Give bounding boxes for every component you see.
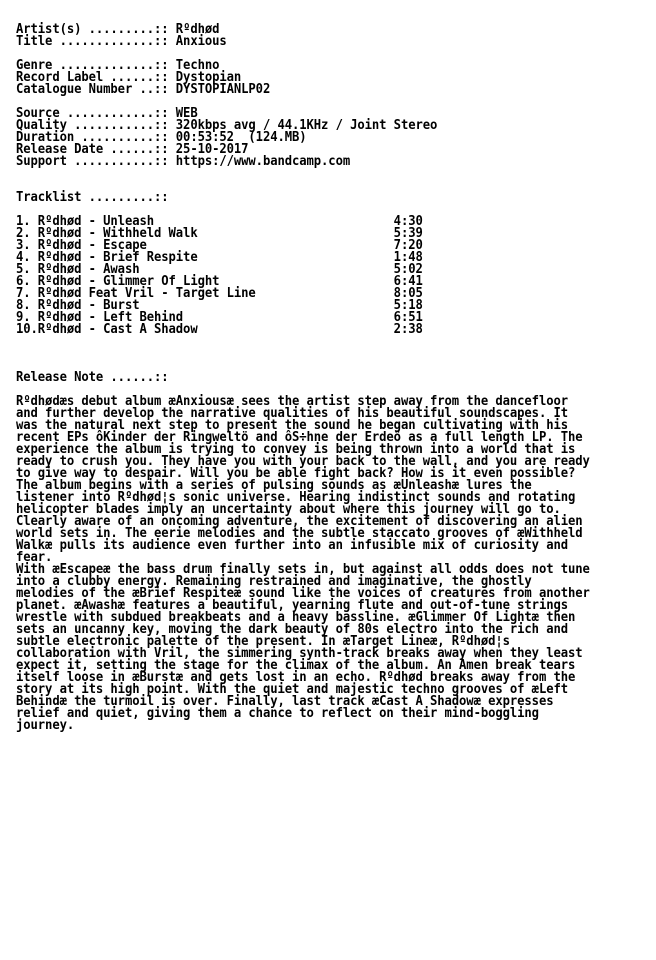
text-line: 9. Rºdhød - Left Behind 6:51 (16, 310, 423, 325)
text-line: expect it, setting the stage for the climax of the album. An Amen break tears (16, 658, 576, 673)
text-line: Clearly aware of an oncoming adventure, the excitement of discovering an alien (16, 514, 583, 529)
text-line: relief and quiet, giving them a chance to reflect on their mind-boggling (16, 706, 539, 721)
text-line: Source ............:: WEB (16, 106, 198, 121)
text-line: 6. Rºdhød - Glimmer Of Light 6:41 (16, 274, 423, 289)
text-line: 7. Rºdhød Feat Vril - Target Line 8:05 (16, 286, 423, 301)
text-line: helicopter blades imply an uncertainty about where this journey will go to. (16, 502, 561, 517)
text-line: journey. (16, 718, 75, 733)
text-line: Behindӕ the turmoil is over. Finally, last track ӕCast A Shadowӕ expresses (16, 694, 554, 709)
text-line: Release Note ......:: (16, 370, 169, 385)
text-line: into a clubby energy. Remaining restrained and imaginative, the ghostly (16, 574, 532, 589)
text-line: Walkӕ pulls its audience even further into an infusible mix of curiosity and (16, 538, 569, 553)
text-line: Duration ..........:: 00:53:52 (124.MB) (16, 130, 307, 145)
text-line: wrestle with subdued breakbeats and a heavy bassline. ӕGlimmer Of Lightӕ then (16, 610, 576, 625)
text-line (16, 168, 590, 180)
text-line: experience the album is trying to convey is being thrown into a world that is (16, 442, 576, 457)
text-line: recent EPs ôKinder der Ringweltö and ôS÷hne der Erdeö as a full length LP. The (16, 430, 583, 445)
text-line: ready to crush you. They have you with your back to the wall, and you are ready (16, 454, 590, 469)
text-line: melodies of the ӕBrief Respiteӕ sound like the voices of creatures from another (16, 586, 590, 601)
text-line: The album begins with a series of pulsing sounds as ӕUnleashӕ lures the (16, 478, 532, 493)
nfo-text-document (16, 24, 590, 732)
text-line: 5. Rºdhød - Awash 5:02 (16, 262, 423, 277)
text-line: subtle electronic palette of the present. In ӕTarget Lineӕ, Rºdhød¦s (16, 634, 510, 649)
text-line: Support ...........:: https://www.bandcamp.com (16, 154, 351, 169)
text-line: 8. Rºdhød - Burst 5:18 (16, 298, 423, 313)
text-line: Title .............:: Anxious (16, 34, 227, 49)
text-line: world sets in. The eerie melodies and the subtle staccato grooves of ӕWithheld (16, 526, 583, 541)
text-line: Tracklist .........:: (16, 190, 169, 205)
text-line (16, 348, 590, 360)
text-line: 4. Rºdhød - Brief Respite 1:48 (16, 250, 423, 265)
text-line: Record Label ......:: Dystopian (16, 70, 242, 85)
text-line: Rºdhødӕs debut album ӕAnxiousӕ sees the artist step away from the dancefloor (16, 394, 569, 409)
text-line: planet. ӕAwashӕ features a beautiful, yearning flute and out-of-tune strings (16, 598, 569, 613)
text-line: Artist(s) .........:: Rºdhød (16, 22, 220, 37)
text-line (16, 336, 590, 348)
text-line: With ӕEscapeӕ the bass drum finally sets in, but against all odds does not tune (16, 562, 590, 577)
text-line: sets an uncanny key, moving the dark beauty of 80s electro into the rich and (16, 622, 569, 637)
text-line: 2. Rºdhød - Withheld Walk 5:39 (16, 226, 423, 241)
text-line: listener into Rºdhød¦s sonic universe. Hearing indistinct sounds and rotating (16, 490, 576, 505)
text-line: fear. (16, 550, 53, 565)
text-line: story at its high point. With the quiet and majestic techno grooves of ӕLeft (16, 682, 569, 697)
text-line: and further develop the narrative qualities of his beautiful soundscapes. It (16, 406, 569, 421)
text-line: itself loose in ӕBurstӕ and gets lost in an echo. Rºdhød breaks away from the (16, 670, 576, 685)
text-line: Genre .............:: Techno (16, 58, 220, 73)
text-line: to give way to despair. Will you be able fight back? How is it even possible? (16, 466, 576, 481)
text-line: Catalogue Number ..:: DYSTOPIANLP02 (16, 82, 271, 97)
text-line: 1. Rºdhød - Unleash 4:30 (16, 214, 423, 229)
text-line: Release Date ......:: 25-10-2017 (16, 142, 249, 157)
text-line: 10.Rºdhød - Cast A Shadow 2:38 (16, 322, 423, 337)
text-line: Quality ...........:: 320kbps avg / 44.1KHz / Joint Stereo (16, 118, 438, 133)
text-line: was the natural next step to present the sound he began cultivating with his (16, 418, 569, 433)
text-line: collaboration with Vril, the simmering synth-track breaks away when they least (16, 646, 583, 661)
text-line: 3. Rºdhød - Escape 7:20 (16, 238, 423, 253)
